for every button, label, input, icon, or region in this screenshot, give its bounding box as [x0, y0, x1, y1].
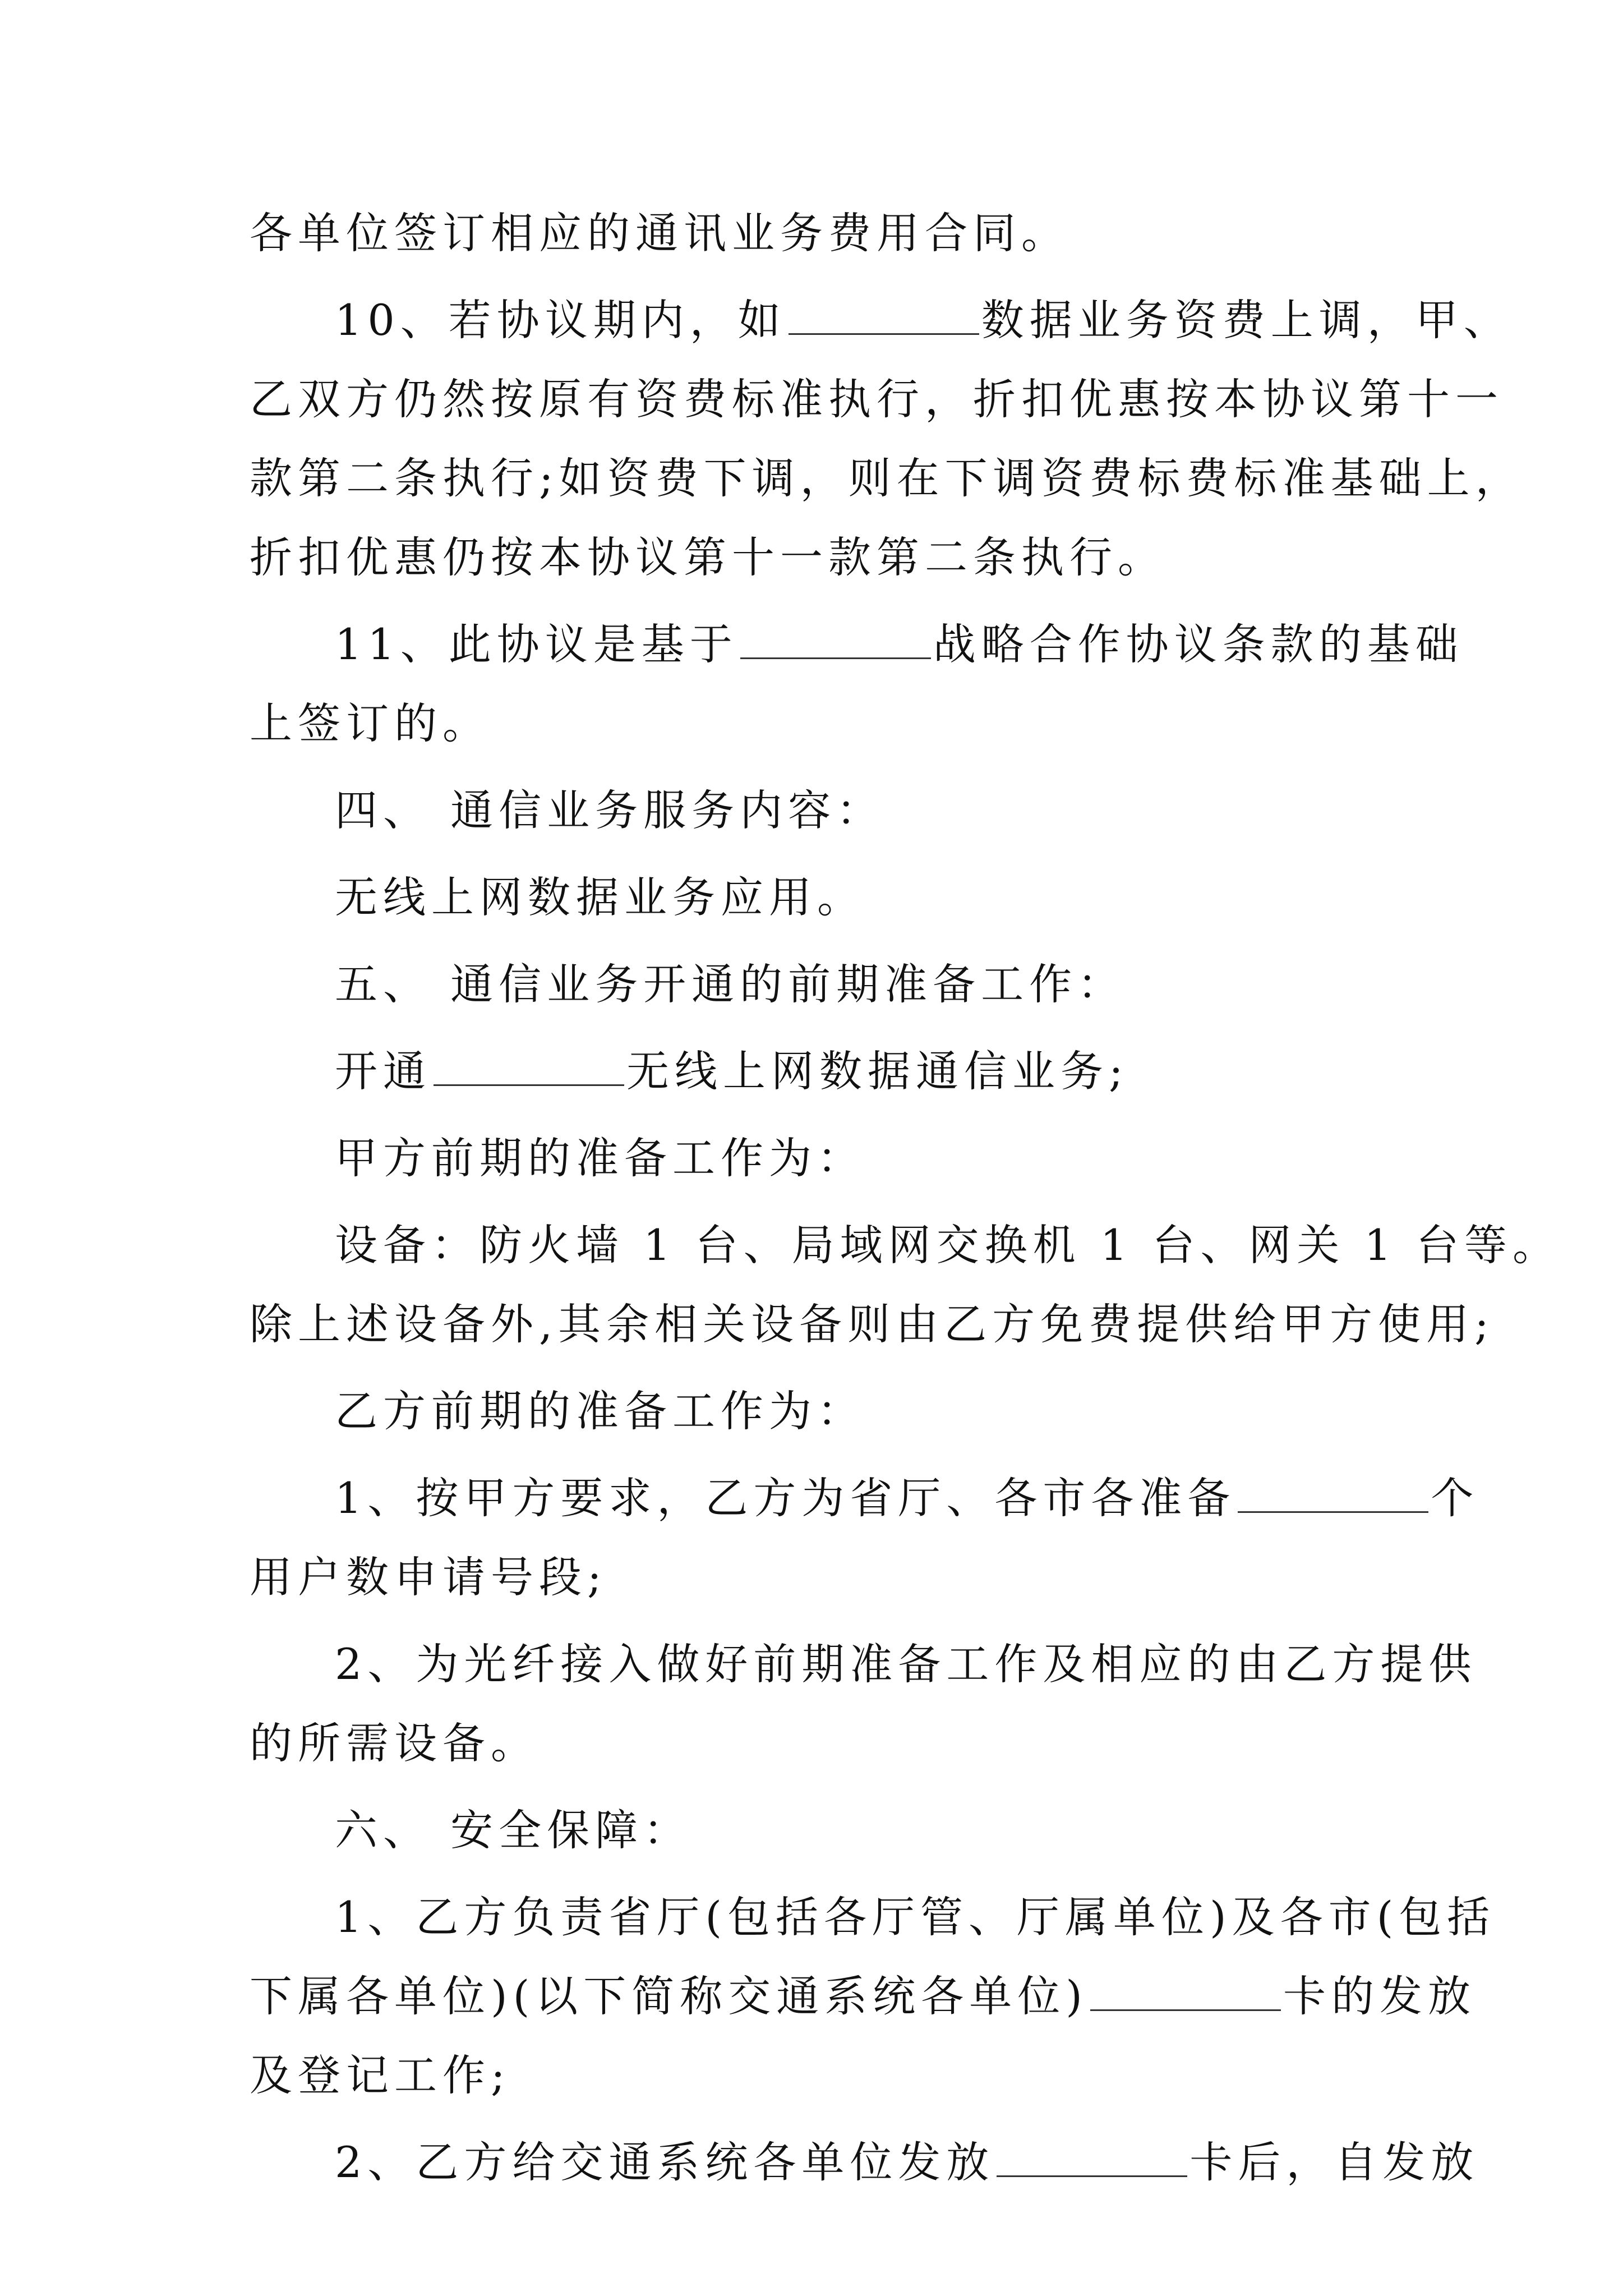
document-body — [250, 194, 1561, 2202]
text-span: 无线上网数据业务应用。 — [335, 872, 865, 922]
text-span: 上签订的。 — [250, 698, 491, 748]
paragraph-line — [250, 1032, 1385, 1111]
section-heading-5 — [250, 945, 1385, 1024]
paragraph-gap — [250, 763, 1385, 771]
paragraph-gap — [250, 1870, 1385, 1878]
fill-blank — [997, 2175, 1187, 2177]
text-span: 无线上网数据通信业务; — [626, 1046, 1129, 1096]
paragraph-line — [250, 1372, 1385, 1451]
section-heading-6 — [250, 1791, 1385, 1870]
paragraph-gap — [250, 1617, 1385, 1625]
equipment-line-2 — [250, 1285, 1495, 1364]
list-item-1-line-1 — [250, 1458, 1479, 1538]
paragraph-gap — [250, 273, 1385, 280]
fill-blank — [1090, 2009, 1281, 2011]
paragraph-gap — [250, 1024, 1385, 1032]
text-span: 折扣优惠仍按本协议第十一款第二条执行。 — [250, 532, 1166, 582]
text-span: 的所需设备。 — [250, 1718, 539, 1768]
paragraph-gap — [250, 1111, 1385, 1119]
text-span: 1、乙方负责省厅(包括各厅管、厅属单位)及各市(包括 — [335, 1892, 1496, 1942]
text-span: 四、 通信业务服务内容： — [335, 785, 885, 835]
text-span: 战略合作协议条款的基础 — [933, 619, 1464, 669]
text-span: 开通 — [335, 1046, 431, 1096]
fill-blank — [1238, 1511, 1428, 1513]
security-item-1-line-1 — [250, 1878, 1496, 1957]
paragraph-gap — [250, 1198, 1385, 1205]
fill-blank — [789, 333, 979, 335]
paragraph-gap — [250, 850, 1385, 858]
paragraph-10-line-2 — [250, 360, 1504, 439]
paragraph-11-line-2 — [250, 684, 1385, 763]
paragraph-line — [250, 858, 1385, 937]
paragraph-10-line-3 — [250, 439, 1524, 518]
security-item-2-line-1 — [250, 2123, 1479, 2202]
text-span: 五、 通信业务开通的前期准备工作： — [335, 959, 1126, 1009]
text-span: 2、为光纤接入做好前期准备工作及相应的由乙方提供 — [335, 1639, 1477, 1689]
paragraph-11-line-1 — [250, 605, 1464, 684]
text-span: 10、若协议期内，如 — [335, 295, 786, 345]
text-span: 乙方前期的准备工作为： — [335, 1386, 865, 1436]
text-span: 1、按甲方要求，乙方为省厅、各市各准备 — [335, 1473, 1236, 1523]
paragraph-gap — [250, 1451, 1385, 1458]
section-heading-4 — [250, 771, 1385, 850]
security-item-1-line-2 — [250, 1957, 1476, 2036]
text-span: 设备：防火墙 1 台、局域网交换机 1 台、网关 1 台等。 — [335, 1220, 1561, 1270]
paragraph-line — [250, 1119, 1385, 1198]
text-span: 个 — [1431, 1473, 1479, 1523]
paragraph-gap — [250, 937, 1385, 945]
text-span: 甲方前期的准备工作为： — [335, 1133, 865, 1183]
equipment-line-1 — [250, 1205, 1561, 1285]
paragraph-gap — [250, 1364, 1385, 1372]
text-span: 数据业务资费上调，甲、 — [981, 295, 1512, 345]
fill-blank — [434, 1084, 624, 1086]
paragraph-10-line-1 — [250, 280, 1512, 360]
paragraph-line — [250, 194, 1385, 273]
list-item-2-line-1 — [250, 1625, 1477, 1704]
text-span: 除上述设备外,其余相关设备则由乙方免费提供给甲方使用; — [250, 1299, 1495, 1349]
text-span: 及登记工作; — [250, 2050, 511, 2100]
text-span: 下属各单位)(以下简称交通系统各单位) — [250, 1971, 1088, 2021]
text-span: 卡后，自发放 — [1189, 2137, 1479, 2187]
paragraph-gap — [250, 2115, 1385, 2123]
text-span: 各单位签订相应的通讯业务费用合同。 — [250, 208, 1069, 258]
text-span: 2、乙方给交通系统各单位发放 — [335, 2137, 995, 2187]
fill-blank — [740, 657, 931, 659]
paragraph-gap — [250, 1783, 1385, 1791]
paragraph-gap — [250, 597, 1385, 605]
text-span: 用户数申请号段; — [250, 1552, 607, 1602]
text-span: 六、 安全保障： — [335, 1805, 692, 1855]
security-item-1-line-3 — [250, 2036, 1385, 2115]
list-item-2-line-2 — [250, 1704, 1385, 1783]
text-span: 卡的发放 — [1283, 1971, 1476, 2021]
list-item-1-line-2 — [250, 1538, 1385, 1617]
paragraph-10-line-4 — [250, 518, 1385, 597]
text-span: 乙双方仍然按原有资费标准执行，折扣优惠按本协议第十一 — [250, 374, 1504, 424]
text-span: 款第二条执行;如资费下调，则在下调资费标费标准基础上， — [250, 453, 1524, 503]
text-span: 11、此协议是基于 — [335, 619, 738, 669]
